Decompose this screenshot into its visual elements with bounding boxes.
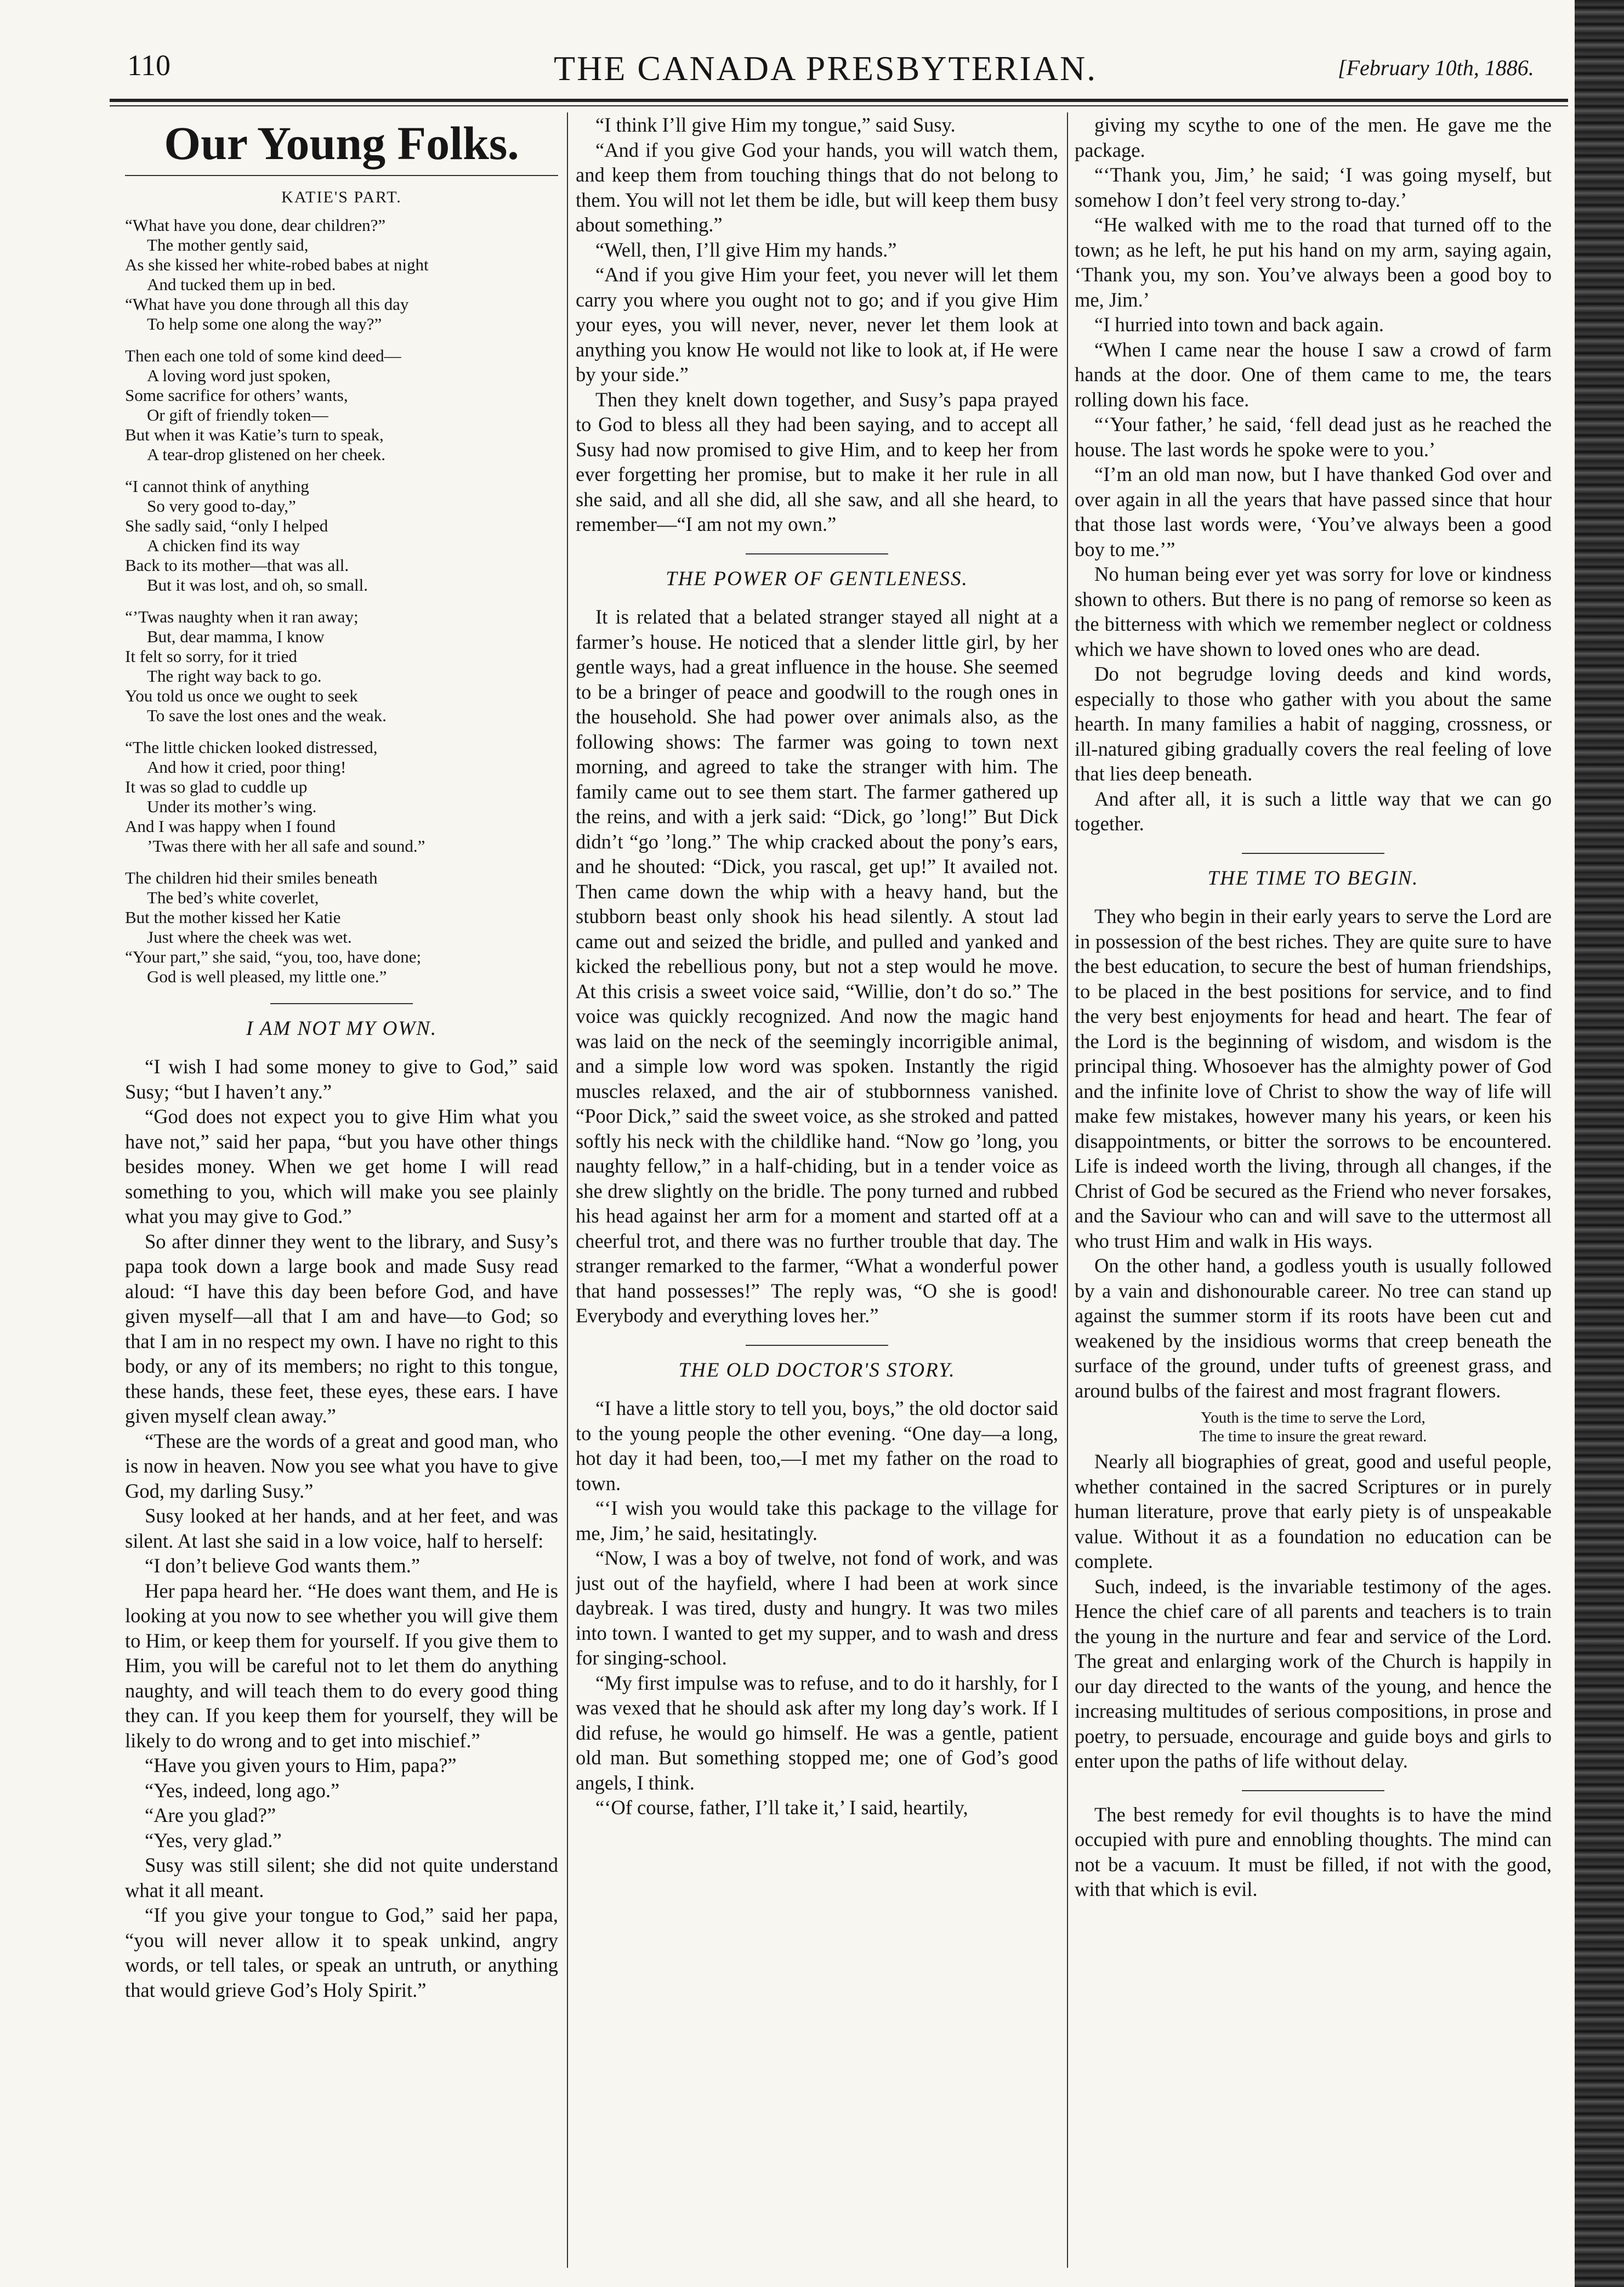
separator-rule	[746, 1345, 888, 1346]
paragraph: “‘Thank you, Jim,’ he said; ‘I was going myself, but somehow I don’t feel very strong to-day.’	[1075, 163, 1552, 211]
paragraph: “Have you given yours to Him, papa?”	[145, 1754, 457, 1776]
poem-line: “What have you done, dear children?”	[125, 215, 386, 235]
column-3	[1075, 112, 1552, 2271]
poem-line: But the mother kissed her Katie	[125, 907, 341, 927]
header-rule-thin	[110, 105, 1568, 106]
page-number: 110	[127, 49, 171, 82]
poem-stanza	[125, 216, 558, 334]
paragraph: “He walked with me to the road that turned off to the town; as he left, he put his hand on my arm, saying again, ‘Thank you, my son. You’ve always been a good boy to me, Jim.’	[1075, 213, 1552, 311]
paragraph: “My first impulse was to refuse, and to do it harshly, for I was vexed that he should ask after my long day’s work. If I did refuse, he would go himself. He was a gentle, patient old man. But something stopped me; one of God’s good angels, I think.	[576, 1671, 1058, 1794]
couplet-line: The time to insure the great reward.	[1199, 1428, 1427, 1445]
poem-line: Then each one told of some kind deed—	[125, 346, 401, 365]
poem-line: Under its mother’s wing.	[147, 796, 317, 816]
section-title: Our Young Folks.	[164, 117, 519, 169]
poem-stanza	[125, 868, 558, 987]
poem-line: Some sacrifice for others’ wants,	[125, 385, 348, 405]
paragraph: “I don’t believe God wants them.”	[145, 1554, 421, 1577]
poem-line: A tear-drop glistened on her cheek.	[147, 444, 385, 464]
poem-line: And I was happy when I found	[125, 816, 336, 836]
poem-line: God is well pleased, my little one.”	[147, 966, 387, 986]
paragraph: “God does not expect you to give Him what you have not,” said her papa, “but you have other things besides money. When we get home I will read something to you, which will make you see plainly what you may give to God.”	[125, 1105, 558, 1227]
poem-line: As she kissed her white-robed babes at night	[125, 254, 429, 274]
paragraph: “When I came near the house I saw a crowd of farm hands at the door. One of them came to me, the tears rolling down his face.	[1075, 338, 1552, 411]
couplet-line: Youth is the time to serve the Lord,	[1201, 1409, 1426, 1426]
paragraph: “‘I wish you would take this package to the village for me, Jim,’ he said, hesitatingly.	[576, 1497, 1058, 1544]
poem-line: But it was lost, and oh, so small.	[147, 575, 368, 595]
paragraph: “Yes, indeed, long ago.”	[145, 1779, 340, 1802]
column-1	[125, 112, 558, 2271]
column-divider	[1067, 112, 1068, 2268]
separator-rule	[1242, 1790, 1384, 1791]
section-rule	[125, 175, 558, 176]
poem-line: ’Twas there with her all safe and sound.”	[147, 836, 425, 856]
poem-line: It was so glad to cuddle up	[125, 777, 308, 796]
scan-binding-edge	[1575, 0, 1624, 2287]
poem-line: “’Twas naughty when it ran away;	[125, 607, 359, 626]
paragraph: No human being ever yet was sorry for love or kindness shown to others. But there is no pang of remorse so keen as the bitterness with which we remember neglect or coldness which we have shown to loved ones who are dead.	[1075, 563, 1552, 660]
paragraph: And after all, it is such a little way that we can go together.	[1075, 787, 1552, 835]
paragraph: On the other hand, a godless youth is usually followed by a vain and dishonourable career. No tree can stand up against the summer storm if its roots have been cut and weakened by the insidious worms that creep beneath the surface of the ground, under tufts of greenest grass, and around bulbs of the fairest and most fragrant flowers.	[1075, 1254, 1552, 1402]
column-2	[576, 112, 1058, 2271]
poem-line: But when it was Katie’s turn to speak,	[125, 424, 384, 444]
separator-rule	[270, 1003, 413, 1004]
closing-paragraph	[1075, 1802, 1552, 1902]
poem-line: The bed’s white coverlet,	[147, 887, 319, 907]
paragraph: The best remedy for evil thoughts is to have the mind occupied with pure and ennobling thoughts. The mind can not be a vacuum. It must be filled, if not with the good, with that which is evil.	[1075, 1803, 1552, 1900]
paragraph: “I’m an old man now, but I have thanked God over and over again in all the years that have passed since that hour that those last words were, ‘You’ve always been a good boy to me.’”	[1075, 463, 1552, 561]
separator-rule	[746, 553, 888, 554]
poem-line: “The little chicken looked distressed,	[125, 737, 378, 757]
poem-line: So very good to-day,”	[147, 496, 296, 516]
poem-line: A chicken find its way	[147, 535, 300, 555]
paragraph: “‘Of course, father, I’ll take it,’ I said, heartily,	[595, 1796, 968, 1819]
issue-date: [February 10th, 1886.	[1338, 55, 1534, 80]
poem-stanza	[125, 346, 558, 465]
poem-line: The children hid their smiles beneath	[125, 868, 378, 887]
article-body	[1075, 904, 1552, 1403]
poem-line: To save the lost ones and the weak.	[147, 705, 387, 725]
couplet	[1075, 1408, 1552, 1446]
poem-line: “What have you done through all this day	[125, 294, 409, 314]
story-continued	[576, 112, 1058, 537]
poem-line: The right way back to go.	[147, 666, 322, 686]
poem-line: To help some one along the way?”	[147, 314, 382, 333]
poem-line: “Your part,” she said, “you, too, have done;	[125, 947, 422, 966]
paragraph: “Yes, very glad.”	[145, 1829, 282, 1852]
paragraph: “And if you give Him your feet, you never will let them carry you where you ought not to go; and if you give Him your eyes, you will never, never, never let them look at anything you know He would not like to look at, if He were by your side.”	[576, 263, 1058, 386]
article-title: THE TIME TO BEGIN.	[1207, 867, 1419, 890]
header-rule	[110, 99, 1568, 102]
poem-line: A loving word just spoken,	[147, 365, 331, 385]
paragraph: They who begin in their early years to serve the Lord are in possession of the best riches. They are quite sure to have the best education, to secure the best of human friendships, to be placed in the best positions for service, and to find the very best enjoyments for head and heart. The fear of the Lord is the beginning of wisdom, and wisdom is the principal thing. Whosoever has the almighty power of God and the infinite love of Christ to show the way of life will make few mistakes, however many his years, or keen his disappointments, or bitter the sorrows to be encountered. Life is indeed worth the living, through all changes, if the Christ of God be secured as the Friend who never forsakes, and the Saviour who can and will save to the uttermost all who trust Him and walk in His ways.	[1075, 905, 1552, 1252]
paragraph: “These are the words of a great and good man, who is now in heaven. Now you see what you have to give God, my darling Susy.”	[125, 1429, 558, 1502]
poem-stanza	[125, 738, 558, 856]
poem-stanza	[125, 607, 558, 726]
paragraph: Susy looked at her hands, and at her feet, and was silent. At last she said in a low voice, half to herself:	[125, 1504, 558, 1552]
column-divider	[567, 112, 568, 2268]
paragraph: “Are you glad?”	[145, 1804, 276, 1826]
poem-line: You told us once we ought to seek	[125, 686, 358, 705]
poem-line: Or gift of friendly token—	[147, 405, 328, 424]
article-body	[576, 604, 1058, 1328]
poem-line: “I cannot think of anything	[125, 476, 309, 496]
paragraph: Her papa heard her. “He does want them, and He is looking at you now to see whether you will give them to Him, or keep them for yourself. If you give them to Him, you will be careful not to let them do anything naughty, and will teach them to do every good thing they can. If you keep them for yourself, they will be likely to do wrong and to get into mischief.”	[125, 1579, 558, 1752]
paragraph: “I have a little story to tell you, boys,” the old doctor said to the young people the other evening. “One day—a long, hot day it had been, too,—I met my father on the road to town.	[576, 1397, 1058, 1495]
paragraph: It is related that a belated stranger stayed all night at a farmer’s house. He noticed that a slender little girl, by her gentle ways, had a great influence in the house. She seemed to be a bringer of peace and goodwill to the rough ones in the household. She had power over animals also, as the following shows: The farmer was going to town next morning, and agreed to take the stranger with him. The family came out to see them start. The farmer gathered up the reins, and with a jerk said: “Dick, go ’long!” But Dick didn’t “go ’long.” The whip cracked about the pony’s ears, and he shouted: “Dick, you rascal, get up!” It availed not. Then came down the whip with a heavy hand, but the stubborn beast only shook his head silently. A stout lad came out and seized the bridle, and pulled and yanked and kicked the rebellious pony, but not a step would he move. At this crisis a sweet voice said, “Willie, don’t do so.” The voice was quickly recognized. And now the magic hand was laid on the neck of the seemingly incorrigible animal, and a simple low word was spoken. Instantly the rigid muscles relaxed, and the air of stubbornness vanished. “Poor Dick,” said the sweet voice, as she stroked and patted softly his neck with the childlike hand. “Now go ’long, you naughty fellow,” in a half-chiding, but in a tender voice as she drew slightly on the bridle. The pony turned and rubbed his head against her arm for a moment and started off at a cheerful trot, and there was no further trouble that day. The stranger remarked to the farmer, “What a wonderful power that hand possesses!” The reply was, “O she is good! Everybody and everything loves her.”	[576, 605, 1058, 1327]
paragraph: “And if you give God your hands, you will watch them, and keep them from touching things that do not belong to them. You will not let them be idle, but will keep them busy about something.”	[576, 138, 1058, 236]
poem-stanza	[125, 477, 558, 595]
poem	[125, 216, 558, 987]
paragraph: “I think I’ll give Him my tongue,” said Susy.	[595, 114, 956, 136]
paragraph: Nearly all biographies of great, good and useful people, whether contained in the sacred Scriptures or in purely human literature, prove that early piety is of unspeakable value. Without it as a foundation no education can be complete.	[1075, 1450, 1552, 1572]
masthead-title: THE CANADA PRESBYTERIAN.	[554, 49, 1098, 88]
story-title: I AM NOT MY OWN.	[246, 1017, 438, 1040]
separator-rule	[1242, 853, 1384, 854]
poem-title: KATIE'S PART.	[281, 188, 402, 206]
paragraph: “I wish I had some money to give to God,” said Susy; “but I haven’t any.”	[125, 1055, 558, 1103]
poem-line: It felt so sorry, for it tried	[125, 646, 297, 666]
poem-line: And tucked them up in bed.	[147, 274, 336, 294]
paragraph: “Now, I was a boy of twelve, not fond of work, and was just out of the hayfield, where I had been at work since daybreak. I was tired, dusty and hungry. It was two miles into town. I wanted to get my supper, and to wash and dress for singing-school.	[576, 1547, 1058, 1669]
paragraph: “‘Your father,’ he said, ‘fell dead just as he reached the house. The last words he spoke were to you.’	[1075, 413, 1552, 461]
paragraph: Susy was still silent; she did not quite understand what it all meant.	[125, 1854, 558, 1901]
paragraph: Such, indeed, is the invariable testimony of the ages. Hence the chief care of all parents and teachers is to train the young in the nurture and fear and service of the Lord. The great and enlarging work of the Church is happily in our day directed to the wants of the young, and hence the increasing multitudes of serious compositions, in prose and poetry, to persuade, encourage and guide boys and girls to enter upon the paths of life without delay.	[1075, 1575, 1552, 1772]
article-body	[1075, 1449, 1552, 1774]
article-body	[576, 1396, 1058, 1820]
paragraph: “I hurried into town and back again.	[1094, 313, 1384, 336]
article-title: THE POWER OF GENTLENESS.	[666, 567, 968, 590]
poem-line: And how it cried, poor thing!	[147, 757, 347, 777]
poem-line: The mother gently said,	[147, 235, 309, 254]
paragraph: giving my scythe to one of the men. He gave me the package.	[1075, 114, 1552, 161]
poem-line: Back to its mother—that was all.	[125, 555, 349, 575]
paragraph: “If you give your tongue to God,” said her papa, “you will never allow it to speak unkind, angry words, or tell tales, or speak an untruth, or anything that would grieve God’s Holy Spirit.”	[125, 1904, 558, 2001]
paragraph: “Well, then, I’ll give Him my hands.”	[595, 238, 897, 261]
story-body	[125, 1054, 558, 2002]
article-title: THE OLD DOCTOR'S STORY.	[678, 1358, 956, 1382]
poem-line: But, dear mamma, I know	[147, 626, 325, 646]
paragraph: So after dinner they went to the library, and Susy’s papa took down a large book and made Susy read aloud: “I have this day been before God, and have given myself—all that I am and have—to God; so that I am in no respect my own. I have no right to this body, or any of its members; no right to this tongue, these hands, these feet, these eyes, these ears. I have given myself clean away.”	[125, 1230, 558, 1427]
poem-line: She sadly said, “only I helped	[125, 516, 328, 535]
article-continued	[1075, 112, 1552, 836]
poem-line: Just where the cheek was wet.	[147, 927, 352, 947]
paragraph: Do not begrudge loving deeds and kind words, especially to those who gather with you about the same hearth. In many families a habit of nagging, crossness, or ill-natured gibing gradually covers the real feeling of love that lies deep beneath.	[1075, 663, 1552, 785]
paragraph: Then they knelt down together, and Susy’s papa prayed to God to bless all they had been saying, and to accept all Susy had now promised to give Him, and to keep her from ever forgetting her promise, but to make it her rule in all she said, and all she did, all she saw, and all she heard, to remember—“I am not my own.”	[576, 388, 1058, 535]
